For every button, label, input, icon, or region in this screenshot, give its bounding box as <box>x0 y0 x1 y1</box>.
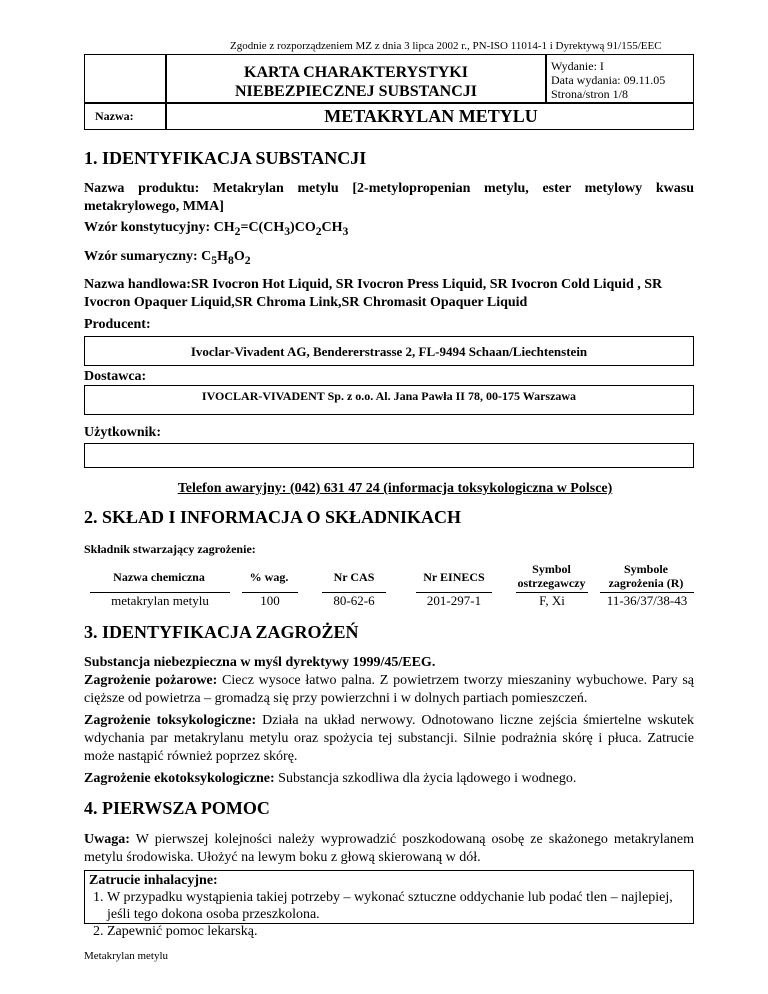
structural-formula: Wzór konstytucyjny: $CH_2=C(CH_3)CO_2CH_3$ <box>84 220 349 238</box>
inhalation-box <box>84 870 694 939</box>
first-aid-note: Uwaga: W pierwszej kolejności należy wyprowadzić poszkodowaną osobę ze skażonego metakrylanem metylu środowiska. Ułożyć na lewym boku z głową skierowaną w dół. <box>84 832 694 865</box>
cell-symbol: F, Xi <box>516 592 588 609</box>
trade-names: Nazwa handlowa:SR Ivocron Hot Liquid, SR Ivocron Press Liquid, SR Ivocron Cold Liquid , SR Ivocron Opaquer Liquid,SR Chroma Link,SR Chromasit Opaquer Liquid <box>84 277 663 310</box>
eco-hazard: Zagrożenie ekotoksykologiczne: Substancja szkodliwa dla życia lądowego i wodnego. <box>84 771 577 786</box>
composition-table <box>84 560 696 608</box>
col-chem-name: Nazwa chemiczna <box>113 570 205 584</box>
list-item: 2. Zapewnić pomoc lekarską. <box>107 923 689 940</box>
cell-wt: 100 <box>242 592 298 609</box>
col-einecs: Nr EINECS <box>423 570 485 584</box>
cell-chem-name: metakrylan metylu <box>90 592 230 609</box>
substance-name: METAKRYLAN METYLU <box>324 106 538 126</box>
supplier-value: IVOCLAR-VIVADENT Sp. z o.o. Al. Jana Pawła II 78, 00-175 Warszawa <box>201 389 577 403</box>
toxic-hazard: Zagrożenie toksykologiczne: Działa na układ nerwowy. Odnotowano liczne zejścia śmiertelne wskutek wdychania par metakrylanu metylu oraz spożycia tej substancji. Silnie podrażnia skórę i płuca. Zatrucie może nastąpić również poprzez skórę. <box>84 713 694 764</box>
list-item: 1. W przypadku wystąpienia takiej potrzeby – wykonać sztuczne oddychanie lub podać tlen – najlepiej, jeśli tego dokona osoba przeszkolona. <box>107 889 689 923</box>
document-title: KARTA CHARAKTERYSTYKI NIEBEZPIECZNEJ SUBSTANCJI <box>235 64 477 100</box>
inhalation-label: Zatrucie inhalacyjne: <box>89 873 218 888</box>
col-wt: % wag. <box>249 570 289 584</box>
table-row <box>84 592 696 608</box>
document-header <box>84 54 694 130</box>
supplier-label: Dostawca: <box>84 369 147 384</box>
sum-formula: Wzór sumaryczny: $C_5H_8O_2$ <box>84 249 251 267</box>
hazard-component-label: Składnik stwarzający zagrożenie: <box>84 542 256 556</box>
col-r-phrases: Symbole zagrożenia (R) <box>608 562 684 590</box>
user-label: Użytkownik: <box>84 425 162 440</box>
producer-box <box>84 336 694 366</box>
footer-text: Metakrylan metylu <box>84 950 169 962</box>
cell-r-phrases: 11-36/37/38-43 <box>600 592 694 609</box>
edition-info: Wydanie: I Data wydania: 09.11.05 Strona/stron 1/8 <box>551 59 666 101</box>
section-2-heading: 2. SKŁAD I INFORMACJA O SKŁADNIKACH <box>84 507 462 527</box>
product-name: Nazwa produktu: Metakrylan metylu [2-metylopropenian metylu, ester metylowy kwasu metakrylowego, MMA] <box>84 181 694 214</box>
fire-hazard: Zagrożenie pożarowe: Ciecz wysoce łatwo palna. Z powietrzem tworzy mieszaniny wybuchowe. Pary są cięższe od powietrza – gromadzą się przy powierzchni i w dolnych partiach pomieszczeń. <box>84 673 694 706</box>
section-3-heading: 3. IDENTYFIKACJA ZAGROŻEŃ <box>84 622 359 642</box>
supplier-box <box>84 385 694 415</box>
col-symbol: Symbol ostrzegawczy <box>517 562 586 590</box>
producer-value: Ivoclar-Vivadent AG, Bendererstrasse 2, FL-9494 Schaan/Liechtenstein <box>190 344 588 359</box>
inhalation-steps <box>89 889 689 940</box>
directive-note: Substancja niebezpieczna w myśl dyrektywy 1999/45/EEG. <box>84 655 436 670</box>
name-label: Nazwa: <box>95 109 134 123</box>
user-box <box>84 443 694 468</box>
section-4-heading: 4. PIERWSZA POMOC <box>84 798 270 818</box>
producer-label: Producent: <box>84 317 151 332</box>
regulation-note: Zgodnie z rozporządzeniem MZ z dnia 3 lipca 2002 r., PN-ISO 11014-1 i Dyrektywą 91/155/EEC <box>230 40 662 52</box>
table-header-row <box>84 560 696 592</box>
emergency-phone: Telefon awaryjny: (042) 631 47 24 (informacja toksykologiczna w Polsce) <box>177 481 613 496</box>
cell-einecs: 201-297-1 <box>416 592 492 609</box>
cell-cas: 80-62-6 <box>322 592 386 609</box>
section-1-heading: 1. IDENTYFIKACJA SUBSTANCJI <box>84 148 367 168</box>
col-cas: Nr CAS <box>333 570 375 584</box>
